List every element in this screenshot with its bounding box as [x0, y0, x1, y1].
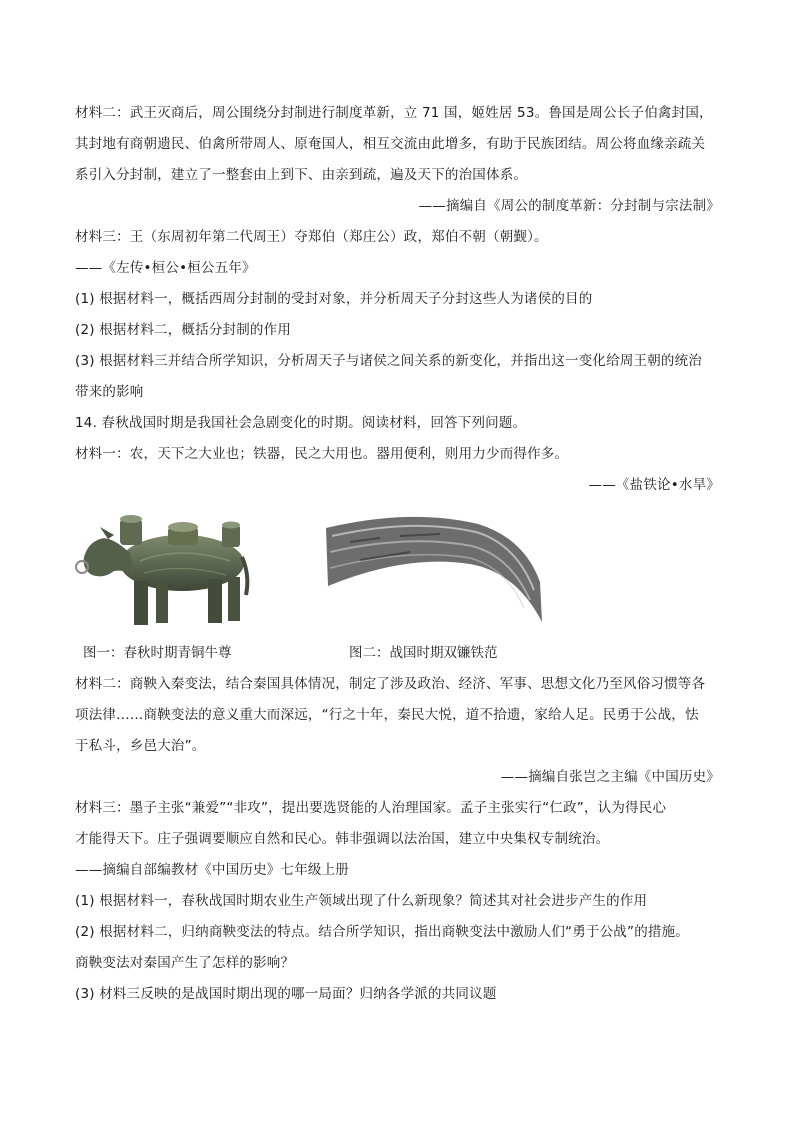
- question-13-2: (2) 根据材料二，概括分封制的作用: [75, 322, 292, 338]
- question-14-2-line-2: 商鞅变法对秦国产生了怎样的影响？: [75, 955, 295, 971]
- material-two-source: ——摘编自《周公的制度革新：分封制与宗法制》: [418, 198, 720, 214]
- question-13-1: (1) 根据材料一，概括西周分封制的受封对象，并分析周天子分封这些人为诸侯的目的: [75, 291, 593, 307]
- question-14-intro: 14. 春秋战国时期是我国社会急剧变化的时期。阅读材料，回答下列问题。: [75, 415, 527, 431]
- figure-1-caption: 图一：春秋时期青铜牛尊: [83, 645, 232, 661]
- question-14-2-line-1: (2) 根据材料二，归纳商鞅变法的特点。结合所学知识，指出商鞅变法中激励人们“勇于公战”的措施。: [75, 924, 690, 940]
- material-two-14-line-3: 于私斗，乡邑大治”。: [75, 738, 206, 754]
- material-three-14-source: ——摘编自部编教材《中国历史》七年级上册: [75, 862, 349, 878]
- material-three-14-line-2: 才能得天下。庄子强调要顺应自然和民心。韩非强调以法治国，建立中央集权专制统治。: [75, 831, 610, 847]
- bronze-ox-zun-image: [70, 505, 260, 635]
- question-13-3-line-2: 带来的影响: [75, 384, 144, 400]
- material-two-14-line-2: 项法律……商鞅变法的意义重大而深远，“行之十年，秦民大悦，道不拾遗，家给人足。民勇于公战，怯: [75, 707, 699, 723]
- figure-2-caption: 图二：战国时期双镰铁范: [349, 645, 498, 661]
- material-two-14-source: ——摘编自张岂之主编《中国历史》: [500, 769, 720, 785]
- material-two-line-2: 其封地有商朝遗民、伯禽所带周人、原奄国人，相互交流由此增多，有助于民族团结。周公将血缘亲疏关: [75, 136, 706, 152]
- question-14-3: (3) 材料三反映的是战国时期出现的哪一局面？归纳各学派的共同议题: [75, 986, 497, 1002]
- iron-mould-image: [320, 512, 546, 632]
- material-three-14-line-1: 材料三：墨子主张“兼爱”“非攻”，提出要选贤能的人治理国家。孟子主张实行“仁政”，认为得民心: [75, 800, 667, 816]
- material-three-source: ——《左传•桓公•桓公五年》: [75, 260, 256, 276]
- material-two-14-line-1: 材料二：商鞅入秦变法，结合秦国具体情况，制定了涉及政治、经济、军事、思想文化乃至风俗习惯等各: [75, 676, 706, 692]
- material-one-14-source: ——《盐铁论•水旱》: [588, 477, 720, 493]
- question-14-1: (1) 根据材料一，春秋战国时期农业生产领域出现了什么新现象？简述其对社会进步产生的作用: [75, 893, 648, 909]
- question-13-3-line-1: (3) 根据材料三并结合所学知识，分析周天子与诸侯之间关系的新变化，并指出这一变化给周王朝的统治: [75, 353, 703, 369]
- material-one-14-text: 材料一：农，天下之大业也；铁器，民之大用也。器用便利，则用力少而得作多。: [75, 446, 569, 462]
- material-three-text: 材料三：王（东周初年第二代周王）夺郑伯（郑庄公）政，郑伯不朝（朝觐）。: [75, 229, 548, 245]
- material-two-line-1: 材料二：武王灭商后，周公围绕分封制进行制度革新，立 71 国，姬姓居 53。鲁国是周公长子伯禽封国，: [75, 105, 713, 121]
- material-two-line-3: 系引入分封制，建立了一整套由上到下、由亲到疏，遍及天下的治国体系。: [75, 167, 528, 183]
